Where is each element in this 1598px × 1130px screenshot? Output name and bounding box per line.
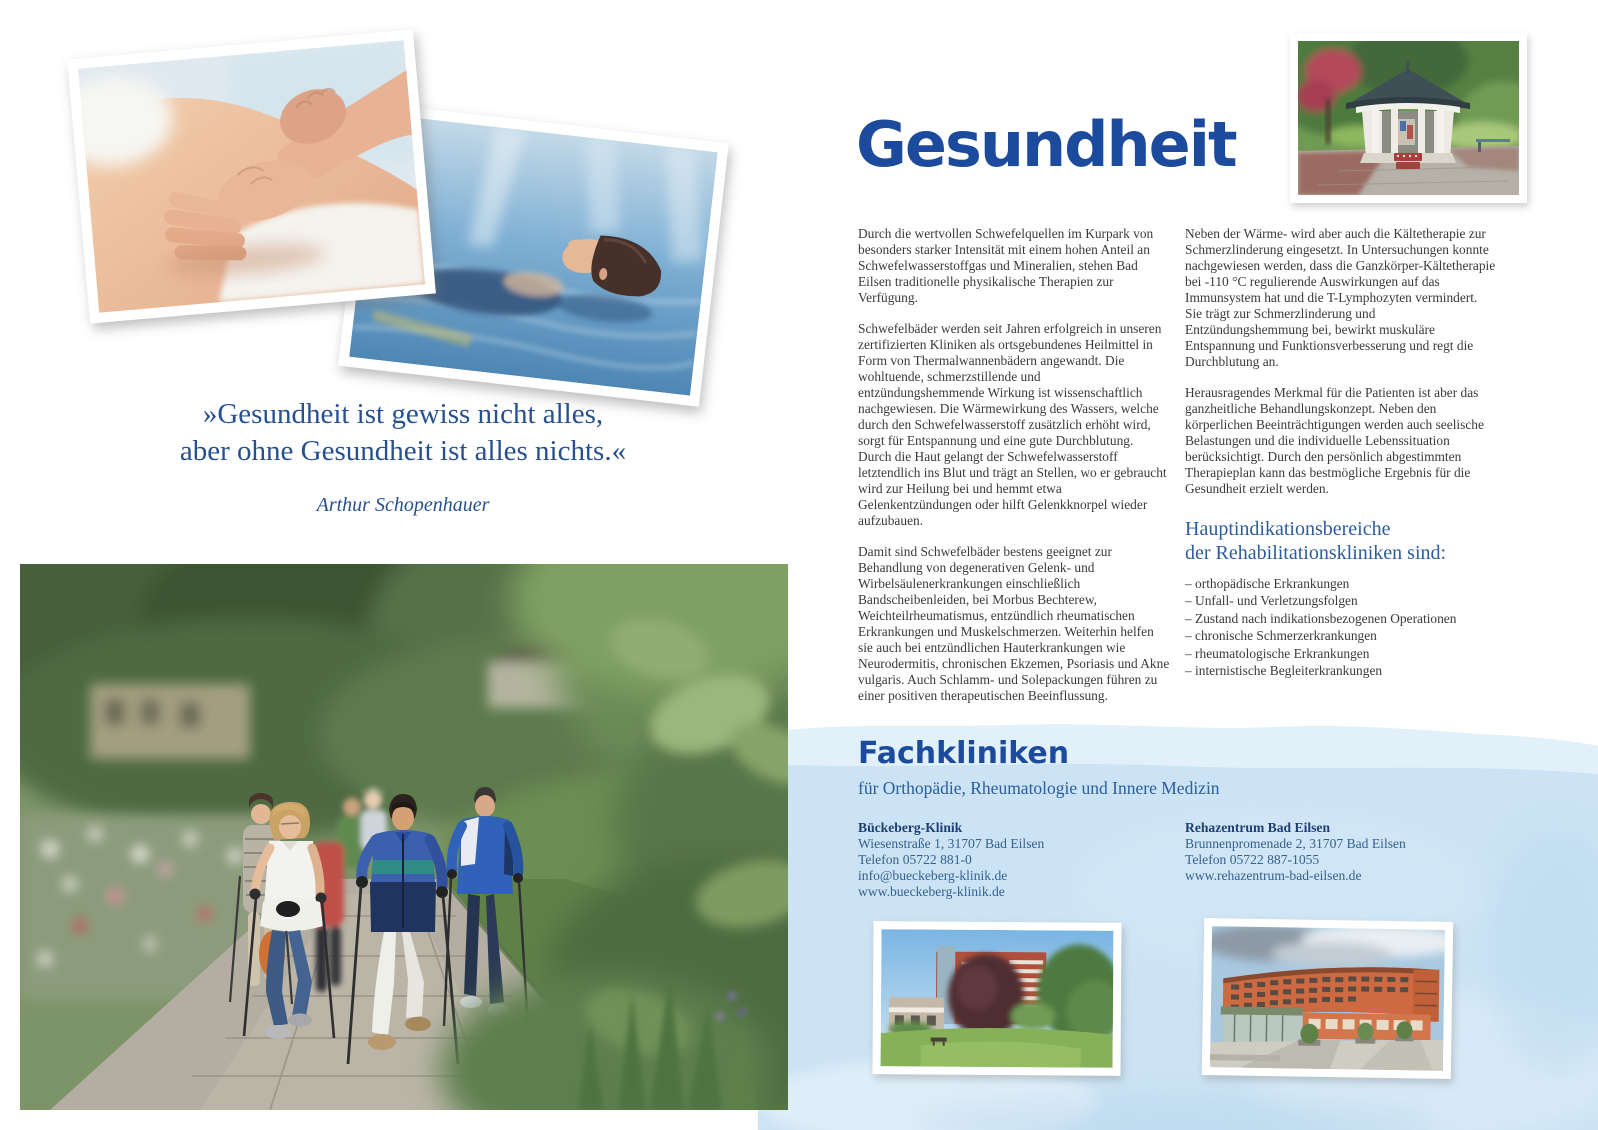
indications-list bbox=[1185, 576, 1497, 679]
list-item: – internistische Begleiterkrankungen bbox=[1185, 663, 1383, 679]
fachkliniken-title: Fachkliniken bbox=[858, 736, 1070, 771]
clinic-phone: Telefon 05722 887-1055 bbox=[1185, 852, 1320, 867]
pavilion-photo bbox=[1290, 33, 1527, 203]
quote-line-2: aber ohne Gesundheit ist alles nichts.« bbox=[179, 435, 627, 467]
clinic-address: Brunnenpromenade 2, 31707 Bad Eilsen bbox=[1185, 836, 1406, 851]
text-column-2 bbox=[1185, 226, 1497, 680]
list-item: – Unfall- und Verletzungsfolgen bbox=[1185, 593, 1358, 609]
quote-block bbox=[58, 396, 748, 517]
text-column-1 bbox=[858, 226, 1170, 719]
list-item: – rheumatologische Erkrankungen bbox=[1185, 645, 1370, 661]
quote-attribution: Arthur Schopenhauer bbox=[316, 494, 490, 516]
paragraph: Neben der Wärme- wird aber auch die Kältetherapie zur Schmerzlinderung eingesetzt. In Untersuchungen konnte nachgewiesen werden, dass die Ganzkörper-Kältetherapie bei -110 °C regulierende Auswirkungen auf das Immunsystem hat und die T-Lymphozyten vermindert. Sie trägt zur Schmerzlinderung und Entzündungshemmung bei, bewirkt muskuläre Entspannung und Funktionsverbesserung und regt die Durchblutung an. bbox=[1185, 226, 1496, 369]
nordic-walking-photo bbox=[20, 564, 788, 1110]
list-item: – chronische Schmerzerkrankungen bbox=[1185, 628, 1377, 644]
indications-heading-line1: Hauptindikationsbereiche bbox=[1185, 518, 1391, 540]
indications-heading-line2: der Rehabilitationskliniken sind: bbox=[1185, 542, 1447, 564]
clinic-web-link[interactable]: www.rehazentrum-bad-eilsen.de bbox=[1185, 868, 1362, 883]
clinic-name: Rehazentrum Bad Eilsen bbox=[1185, 820, 1331, 835]
massage-photo bbox=[67, 29, 436, 323]
page-title: Gesundheit bbox=[856, 108, 1236, 181]
clinic-web-link[interactable]: www.bueckeberg-klinik.de bbox=[858, 884, 1005, 899]
quote-line-1: »Gesundheit ist gewiss nicht alles, bbox=[202, 398, 604, 430]
paragraph: Herausragendes Merkmal für die Patienten ist aber das ganzheitliche Behandlungskonzept. Neben den körperlichen Beeinträchtigungen werden auch seelische Belastungen und die individuelle Lebenssituation berücksichtigt. Durch den persönlich abgestimmten Therapieplan kann das bestmögliche Ergebnis für die Gesundheit erzielt werden. bbox=[1185, 385, 1484, 496]
clinic-phone: Telefon 05722 881-0 bbox=[858, 852, 972, 867]
fachkliniken-subtitle: für Orthopädie, Rheumatologie und Innere Medizin bbox=[858, 778, 1220, 798]
list-item: – orthopädische Erkrankungen bbox=[1185, 576, 1350, 591]
rehazentrum-photo bbox=[1202, 918, 1453, 1079]
list-item: – Zustand nach indikationsbezogenen Operationen bbox=[1185, 610, 1457, 626]
paragraph: Damit sind Schwefelbäder bestens geeignet zur Behandlung von degenerativen Gelenk- und Wirbelsäulenerkrankungen einschließlich Bandscheibenleiden, bei Morbus Bechterew, Weichteilrheumatismus, entzündlich rheumatischen Erkrankungen und Muskelschmerzen. Weiterhin helfen sie auch bei entzündlichen Hauterkrankungen wie Neurodermitis, chronischen Ekzemen, Psoriasis und Akne vulgaris. Auch Schlamm- und Solepackungen führen zu einer positiven therapeutischen Beeinflussung. bbox=[858, 544, 1170, 703]
clinic-card-bueckeberg bbox=[858, 820, 1178, 900]
indications-heading bbox=[1185, 517, 1497, 565]
bueckeberg-klinik-photo bbox=[872, 921, 1121, 1076]
clinic-email-link[interactable]: info@bueckeberg-klinik.de bbox=[858, 868, 1008, 883]
clinic-name: Bückeberg-Klinik bbox=[858, 820, 963, 835]
clinic-card-rehazentrum bbox=[1185, 820, 1505, 884]
clinic-address: Wiesenstraße 1, 31707 Bad Eilsen bbox=[858, 836, 1045, 851]
paragraph: Durch die wertvollen Schwefelquellen im Kurpark von besonders starker Intensität mit einem hohen Anteil an Schwefelwasserstoffgas und Mineralien, stehen Bad Eilsen traditionelle physikalische Therapien zur Verfügung. bbox=[858, 226, 1154, 305]
paragraph: Schwefelbäder werden seit Jahren erfolgreich in unseren zertifizierten Kliniken als ortsgebundenes Heilmittel in Form von Thermalwannenbädern angewandt. Die wohltuende, schmerzstillende und entzündungshemmende Wirkung ist wissenschaftlich nachgewiesen. Die Wärmewirkung des Wassers, welche durch den Schwefelwasserstoff zusätzlich erhöht wird, sorgt für Entspannung und eine gute Durchblutung. Durch die Haut gelangt der Schwefelwasserstoff letztendlich ins Blut und trägt an Stellen, wo er gebraucht wird zur Heilung bei und hemmt etwa Gelenkentzündungen oder hilft Gelenkknorpel wieder aufzubauen. bbox=[858, 321, 1167, 528]
